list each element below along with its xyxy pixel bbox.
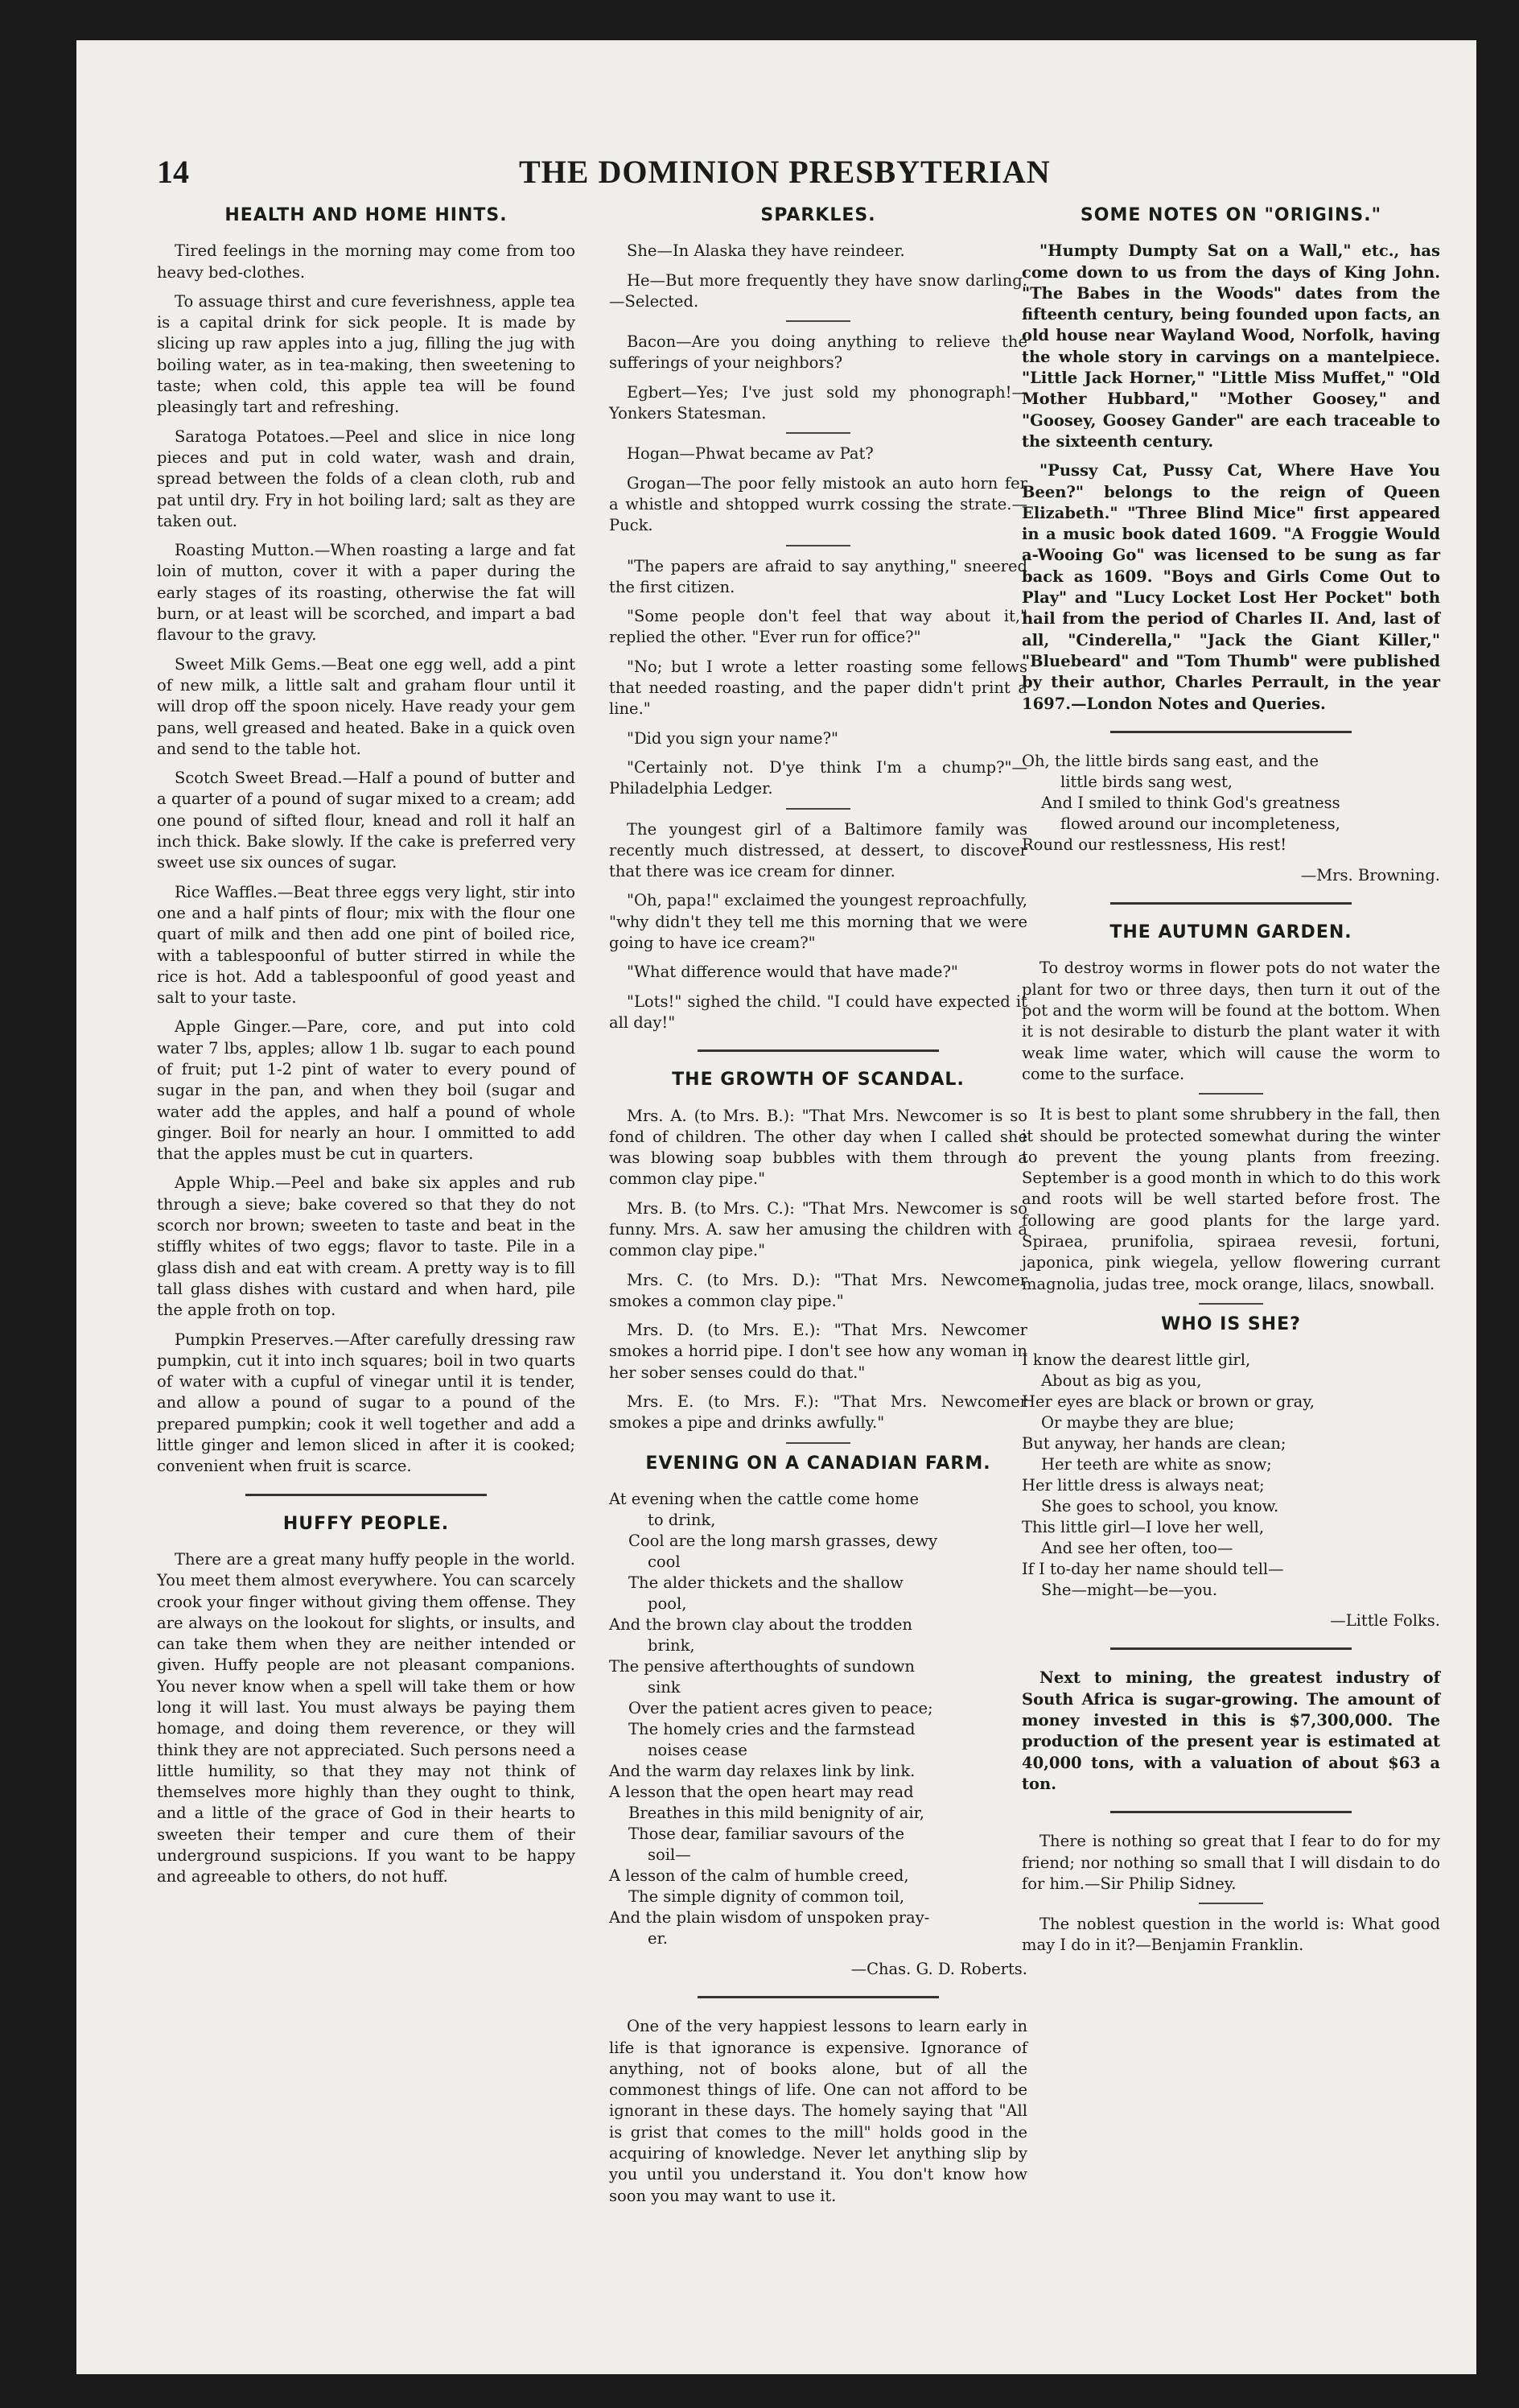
autumn-paragraph-2: It is best to plant some shrubbery in the fall, then it should be protected somewhat during the winter to prevent the young plants from freezing. September is a good month in which to do this work and roots will be well started before frost. The following are good plants for the large yard. Spiraea, prunifolia, spiraea revesii, fortuni, japonica, pink wiegela, yellow flowering currant magnolia, judas tree, mock orange, lilacs, snowball. — [1022, 1105, 1440, 1293]
item-divider — [786, 545, 850, 546]
section-divider — [1199, 1903, 1263, 1904]
poem-line: er. — [648, 1928, 668, 1948]
item-divider — [786, 432, 850, 434]
poem-line: I know the dearest little girl, — [1022, 1350, 1251, 1370]
headline-who-is-she: WHO IS SHE? — [1161, 1313, 1301, 1334]
item-divider — [786, 808, 850, 810]
sparkle-line: Egbert—Yes; I've just sold my phonograph!—Yonkers Statesman. — [609, 382, 1027, 423]
article-huffy-people — [157, 1514, 575, 1888]
poem-line: sink — [648, 1677, 681, 1697]
poem-lines — [1022, 1350, 1440, 1601]
paragraph: Rice Waffles.—Beat three eggs very light, stir into one and a half pints of flour; mix with the flour one quart of milk and then add one pint of boiled rice, with a tablespoonful of butter stirred in while the rice is hot. Add a tablespoonful of good yeast and salt to your taste. — [157, 882, 575, 1008]
sparkle-item — [609, 556, 1027, 800]
paragraph: "Pussy Cat, Pussy Cat, Where Have You Been?" belongs to the reign of Queen Elizabeth." "Three Blind Mice" first appeared in a music book dated 1609. "A Froggie Would a-Wooing Go" was licensed to be sung as far back as 1609. "Boys and Girls Come Out to Play" and "Lucy Locket Lost Her Pocket" both hail from the period of Charles II. And, last of all, "Cinderella," "Jack the Giant Killer," "Bluebeard" and "Tom Thumb" were published by their author, Charles Perrault, in the year 1697.—London Notes and Queries. — [1022, 461, 1440, 713]
poem-who-is-she — [1022, 1314, 1440, 1632]
mining-note — [1022, 1668, 1440, 1795]
headline-sparkles: SPARKLES. — [760, 205, 876, 225]
health-body — [157, 241, 575, 1477]
headline-growth-of-scandal: THE GROWTH OF SCANDAL. — [672, 1070, 965, 1091]
sparkle-line: "The papers are afraid to say anything," sneered the first citizen. — [609, 556, 1027, 596]
section-divider — [245, 1494, 487, 1496]
sparkle-line: The youngest girl of a Baltimore family was recently much distressed, at dessert, to discover that there was ice cream for dinner. — [609, 819, 1027, 881]
poem-line: Her eyes are black or brown or gray, — [1022, 1392, 1315, 1412]
poem-author: —Mrs. Browning. — [1300, 865, 1440, 884]
section-divider — [1110, 1811, 1352, 1813]
poem-line: And the plain wisdom of unspoken pray- — [609, 1907, 930, 1927]
paragraph: To assuage thirst and cure feverishness, apple tea is a capital drink for sick people. It is made by slicing up raw apples into a jug, filling the jug with boiling water, as in tea-making, then sweetening to taste; when cold, this apple tea will be found pleasingly tart and refreshing. — [157, 291, 575, 417]
poem-line: At evening when the cattle come home — [609, 1489, 920, 1508]
headline-health-hints: HEALTH AND HOME HINTS. — [224, 205, 508, 225]
poem-line: noises cease — [648, 1740, 747, 1759]
poem-line: pool, — [648, 1594, 687, 1613]
poem-line: This little girl—I love her well, — [1022, 1518, 1265, 1537]
poem-line: The alder thickets and the shallow — [628, 1573, 904, 1592]
poem-line: About as big as you, — [1041, 1371, 1202, 1391]
poem-line: If I to-day her name should tell— — [1022, 1560, 1284, 1579]
paragraph: Pumpkin Preserves.—After carefully dressing raw pumpkin, cut it into inch squares; boil in two quarts of water with a cupful of vinegar until it is tender, and allow a pound of sugar to a pound of the prepared pumpkin; cook it well together and add a little ginger and lemon sliced in after it is cooked; convenient when fruit is scarce. — [157, 1330, 575, 1476]
section-divider — [1110, 1647, 1352, 1650]
poem-lines — [1022, 751, 1440, 856]
paragraph: Scotch Sweet Bread.—Half a pound of butter and a quarter of a pound of sugar mixed to a cream; add one pound of sifted flour, knead and roll it half an inch thick. Bake slowly. If the cake is preferred very sweet use six ounces of sugar. — [157, 769, 575, 872]
sparkle-line: "What difference would that have made?" — [627, 963, 958, 982]
sparkle-line: Hogan—Phwat became av Pat? — [627, 444, 874, 464]
poem-line: Those dear, familiar savours of the — [628, 1824, 905, 1843]
poem-line: little birds sang west, — [1060, 772, 1233, 791]
franklin-quote: The noblest question in the world is: What good may I do in it?—Benjamin Franklin. — [1022, 1915, 1440, 1955]
poem-browning — [1022, 751, 1440, 886]
sparkle-line: She—In Alaska they have reindeer. — [627, 241, 905, 261]
article-growth-of-scandal — [609, 1070, 1027, 1433]
poem-line: Cool are the long marsh grasses, dewy — [628, 1531, 938, 1550]
column-1 — [157, 205, 575, 1896]
paragraph: Mrs. E. (to Mrs. F.): "That Mrs. Newcomer smokes a pipe and drinks awfully." — [609, 1392, 1027, 1433]
column-3 — [1022, 205, 1440, 1965]
paragraph: Apple Whip.—Peel and bake six apples and rub through a sieve; bake covered so that they do not scorch nor brown; sweeten to taste and beat in the stiffly whites of two eggs; flavor to taste. Pile in a glass dish and eat with cream. A pretty way is to fill tall glass dishes with custard and when hard, pile the apple froth on top. — [157, 1173, 575, 1320]
sparkle-item — [609, 819, 1027, 1034]
poem-line: The pensive afterthoughts of sundown — [609, 1656, 915, 1676]
paragraph: Apple Ginger.—Pare, core, and put into cold water 7 lbs, apples; allow 1 lb. sugar to each pound of fruit; put 1-2 pint of water to every pound of sugar in the pan, and when they boil (sugar and water add the apples, and half a pound of whole ginger. Boil for nearly an hour. I ommitted to add that the apples must be cut in quarters. — [157, 1017, 575, 1164]
section-divider — [698, 1996, 939, 1998]
article-sparkles — [609, 205, 1027, 1033]
poem-line: Breathes in this mild benignity of air, — [628, 1803, 924, 1822]
column-2 — [609, 205, 1027, 2215]
sparkle-line: "Did you sign your name?" — [627, 728, 838, 748]
poem-author: —Little Folks. — [1330, 1611, 1440, 1631]
poem-line: The simple dignity of common toil, — [628, 1886, 905, 1906]
poem-line: Or maybe they are blue; — [1041, 1413, 1235, 1433]
poem-line: A lesson that the open heart may read — [609, 1782, 914, 1801]
poem-line: brink, — [648, 1635, 695, 1655]
sidney-quote: There is nothing so great that I fear to do for my friend; nor nothing so small that I will disdain to do for him.—Sir Philip Sidney. — [1022, 1832, 1440, 1893]
poem-line: And see her often, too— — [1041, 1539, 1233, 1558]
newspaper-page — [76, 40, 1476, 2374]
sparkle-line: "No; but I wrote a letter roasting some fellows that needed roasting, and the paper didn't print a line." — [609, 657, 1027, 719]
scandal-body — [609, 1106, 1027, 1434]
article-health-hints — [157, 205, 575, 1478]
paragraph: Mrs. D. (to Mrs. E.): "That Mrs. Newcomer smokes a horrid pipe. I don't see how any woman in her sober senses could do that." — [609, 1321, 1027, 1382]
poem-line: flowed around our incompleteness, — [1060, 814, 1340, 833]
poem-line: She—might—be—you. — [1041, 1581, 1218, 1600]
poem-line: Her teeth are white as snow; — [1041, 1455, 1272, 1474]
poem-line: She goes to school, you know. — [1041, 1497, 1279, 1516]
sparkle-line: "Lots!" sighed the child. "I could have expected it all day!" — [609, 992, 1027, 1032]
poem-line: And the brown clay about the trodden — [609, 1614, 912, 1634]
sparkle-line: Grogan—The poor felly mistook an auto horn fer a whistle and shtopped wurrk cossing the strate.—Puck. — [609, 473, 1027, 535]
sparkle-line: He—But more frequently they have snow darling.—Selected. — [609, 270, 1027, 311]
huffy-body — [157, 1549, 575, 1888]
paragraph: Mrs. C. (to Mrs. D.): "That Mrs. Newcomer smokes a common clay pipe." — [609, 1270, 1027, 1310]
poem-line: to drink, — [648, 1510, 716, 1529]
poem-line: A lesson of the calm of humble creed, — [609, 1866, 909, 1885]
poem-evening-canadian-farm — [609, 1453, 1027, 1981]
headline-evening-canadian-farm: EVENING ON A CANADIAN FARM. — [645, 1453, 991, 1474]
paragraph: Mrs. A. (to Mrs. B.): "That Mrs. Newcomer is so fond of children. The other day when I called she was blowing soap bubbles with them through a common clay pipe." — [609, 1106, 1027, 1189]
headline-notes-on-origins: SOME NOTES ON "ORIGINS." — [1080, 205, 1382, 225]
poem-line: Oh, the little birds sang east, and the — [1022, 751, 1319, 770]
paragraph: Roasting Mutton.—When roasting a large and fat loin of mutton, cover it with a paper during the early stages of its roasting, otherwise the fat will burn, or at least will be scorched, and impart a bad flavour to the gravy. — [157, 541, 575, 645]
masthead — [157, 153, 1412, 201]
sparkle-line: "Certainly not. D'ye think I'm a chump?"—Philadelphia Ledger. — [609, 757, 1027, 798]
headline-huffy-people: HUFFY PEOPLE. — [282, 1513, 450, 1534]
poem-line: But anyway, her hands are clean; — [1022, 1434, 1286, 1453]
lesson-paragraph: One of the very happiest lessons to learn early in life is that ignorance is expensive. Ignorance of anything, not of books alone, but of all the commonest things of life. One can not afford to be ignorant in these days. The homely saying that "All is grist that comes to the mill" holds good in the acquiring of knowledge. Never let anything slip by you until you understand it. You don't know how soon you may want to use it. — [609, 2017, 1027, 2205]
poem-lines — [609, 1489, 1027, 1949]
autumn-paragraph-1: To destroy worms in flower pots do not water the plant for two or three days, then turn it out of the pot and the worm will be found at the bottom. When it is not desirable to disturb the plant water it with weak lime water, which will cause the worm to come to the surface. — [1022, 959, 1440, 1083]
origins-body — [1022, 241, 1440, 715]
section-divider — [1110, 731, 1352, 733]
sparkle-line: Bacon—Are you doing anything to relieve the sufferings of your neighbors? — [609, 332, 1027, 373]
poem-author: —Chas. G. D. Roberts. — [850, 1959, 1027, 1978]
article-autumn-garden — [1022, 922, 1440, 1295]
poem-line: The homely cries and the farmstead — [628, 1719, 916, 1738]
publication-title: THE DOMINION PRESBYTERIAN — [519, 154, 1051, 190]
paragraph: Tired feelings in the morning may come from too heavy bed-clothes. — [157, 241, 575, 282]
section-divider — [1199, 1303, 1263, 1305]
article-notes-on-origins — [1022, 205, 1440, 715]
poem-line: And I smiled to think God's greatness — [1041, 793, 1340, 812]
section-divider — [1110, 902, 1352, 905]
sparkle-item — [609, 443, 1027, 536]
section-divider — [698, 1049, 939, 1052]
sparkle-item — [609, 241, 1027, 312]
paragraph: "Humpty Dumpty Sat on a Wall," etc., has come down to us from the days of King John. "The Babes in the Woods" dates from the fifteenth century, being founded upon facts, an old house near Wayland Wood, Norfolk, having the whole story in carvings on a mantelpiece. "Little Jack Horner," "Little Miss Muffet," "Old Mother Hubbard," "Mother Goosey," and "Goosey, Goosey Gander" are each traceable to the sixteenth century. — [1022, 241, 1440, 451]
mining-paragraph: Next to mining, the greatest industry of South Africa is sugar-growing. The amount of money invested in this is $7,300,000. The production of the present year is estimated at 40,000 tons, with a valuation of about $63 a ton. — [1022, 1668, 1440, 1793]
poem-line: cool — [648, 1552, 681, 1571]
sparkle-line: "Oh, papa!" exclaimed the youngest reproachfully, "why didn't they tell me this morning that we were going to have ice cream?" — [609, 891, 1027, 953]
section-divider — [1199, 1093, 1263, 1095]
poem-line: Her little dress is always neat; — [1022, 1476, 1265, 1495]
sparkle-line: "Some people don't feel that way about it," replied the other. "Ever run for office?" — [609, 607, 1027, 647]
paragraph: Sweet Milk Gems.—Beat one egg well, add a pint of new milk, a little salt and graham flour until it will drop off the spoon nicely. Have ready your gem pans, well greased and heated. Bake in a quick oven and send to the table hot. — [157, 654, 575, 758]
item-divider — [786, 320, 850, 322]
poem-line: Round our restlessness, His rest! — [1022, 835, 1287, 854]
page-number: 14 — [157, 154, 189, 190]
paragraph: There are a great many huffy people in the world. You meet them almost everywhere. You can scarcely crook your finger without giving them offense. They are always on the lookout for slights, or insults, and can take them when they are neither intended or given. Huffy people are not pleasant companions. You never know when a spell will take them or how long it will last. You must always be paying them homage, and doing them reverence, or they will think they are not appreciated. Such persons need a little humility, so that they may not think of themselves more highly than they ought to think, and a little of the grace of God in their hearts to sweeten their temper and cure them of their underground suspicions. If you want to be happy and agreeable to others, do not huff. — [157, 1549, 575, 1886]
paragraph: Saratoga Potatoes.—Peel and slice in nice long pieces and put in cold water, wash and drain, spread between the folds of a clean cloth, rub and pat until dry. Fry in hot boiling lard; salt as they are taken out. — [157, 427, 575, 530]
paragraph: Mrs. B. (to Mrs. C.): "That Mrs. Newcomer is so funny. Mrs. A. saw her amusing the children with a common clay pipe." — [609, 1198, 1027, 1260]
sparkles-body — [609, 241, 1027, 1033]
poem-line: soil— — [648, 1845, 691, 1864]
headline-autumn-garden: THE AUTUMN GARDEN. — [1109, 922, 1352, 943]
section-divider — [786, 1442, 850, 1444]
poem-line: Over the patient acres given to peace; — [628, 1698, 933, 1717]
sparkle-item — [609, 332, 1027, 424]
poem-line: And the warm day relaxes link by link. — [609, 1761, 916, 1780]
